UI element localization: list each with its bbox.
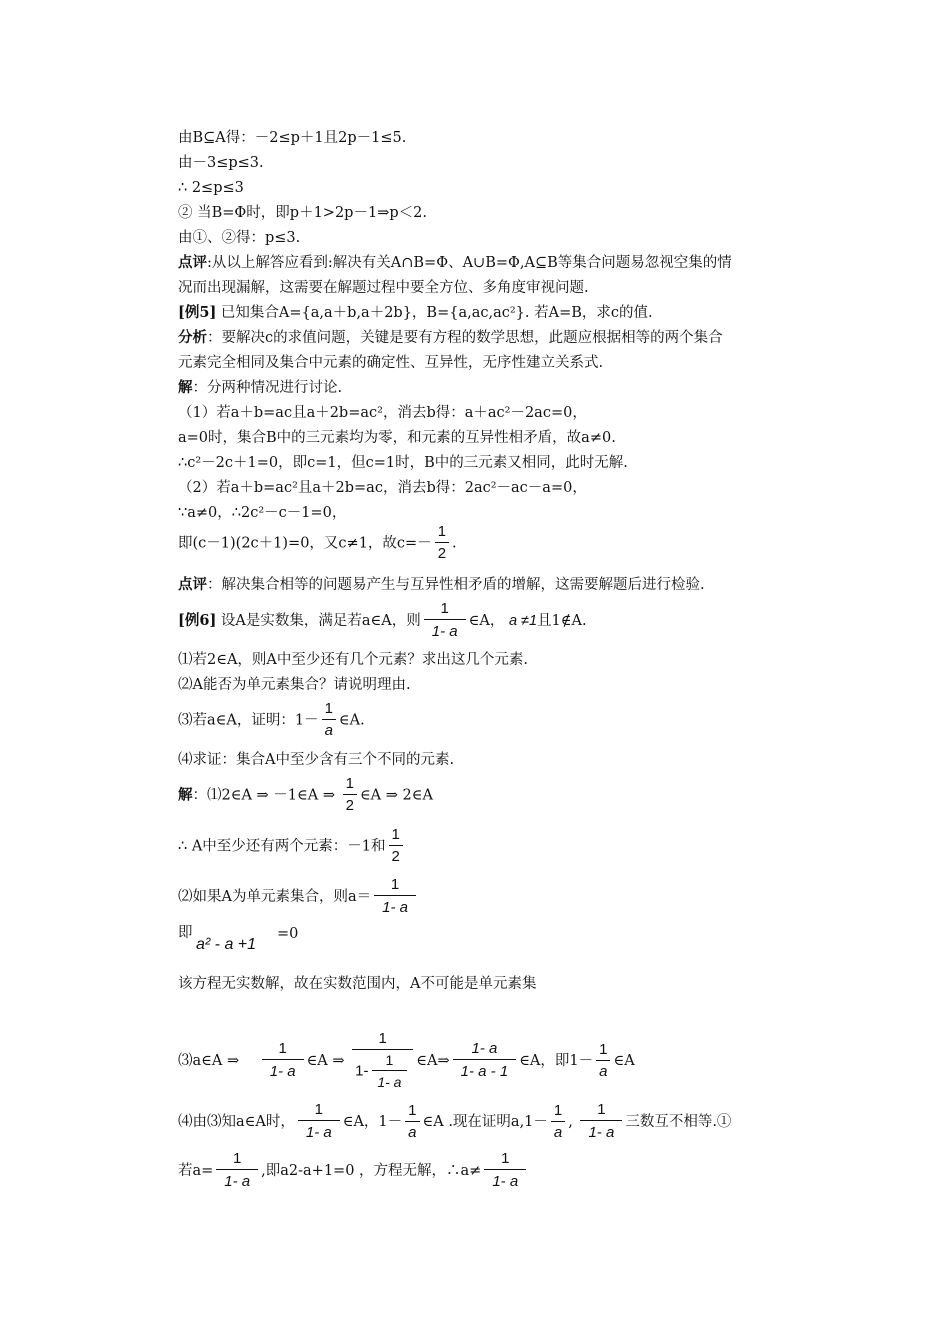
case-2-result: 即(c－1)(2c＋1)=0，又c≠1，故c=－ $\frac{1}{2}$ . bbox=[178, 523, 457, 562]
fraction-one-half: $\frac{1}{2}$ bbox=[435, 523, 449, 564]
fraction-1-over-1-minus-a: $\frac{1}{1- a}$ bbox=[298, 1101, 340, 1143]
fraction-1-over-1-minus-a: $\frac{1}{1- a}$ bbox=[374, 876, 416, 918]
case-2-result-text: 即(c－1)(2c＋1)=0，又c≠1，故c=－ bbox=[178, 535, 432, 552]
solution-intro bbox=[178, 378, 342, 398]
solution-text: ：分两种情况进行讨论. bbox=[192, 380, 343, 396]
solution-1: 解：⑴2∈A ⇒ －1∈A ⇒ $\frac{1}{2}$ ∈A ⇒ 2∈A bbox=[178, 775, 433, 814]
equation-equals-zero: =0 bbox=[277, 926, 299, 942]
analysis-label: 分析 bbox=[178, 329, 207, 346]
fraction-1-over-a: $\frac{1}{a}$ bbox=[405, 1102, 419, 1143]
example-6-text: 设A是实数集，满足若a∈A，则 bbox=[216, 613, 421, 629]
question-1: ⑴若2∈A，则A中至少还有几个元素？求出这几个元素. bbox=[178, 652, 529, 668]
fraction-1-over-1-minus-a: $\frac{1}{1- a}$ bbox=[262, 1040, 304, 1082]
case-1: （1）若a＋b=ac且a＋2b=ac²，消去b得：a＋ac²－2ac=0， bbox=[178, 405, 587, 421]
example-6-label: [例6] bbox=[178, 612, 217, 629]
analysis-cont: 元素完全相同及集合中元素的确定性、互异性，无序性建立关系式. bbox=[178, 355, 604, 371]
comment-1 bbox=[178, 253, 732, 273]
fraction-one-half: $\frac{1}{2}$ bbox=[343, 775, 357, 816]
comment-2 bbox=[178, 575, 705, 595]
analysis bbox=[178, 328, 723, 348]
line-4: ② 当B=Φ时，即p＋1>2p－1⇒p＜2. bbox=[178, 205, 427, 221]
line-2: 由－3≤p≤3. bbox=[178, 155, 264, 171]
solution-4: ⑷由⑶知a∈A时， $\frac{1}{1- a}$ ∈A，1－ $\frac{1}{a}$ ∈A .现在证明a,1－ $\frac{1}{a}$ , $\frac{1}{1- a}$ 三数互不相等.① bbox=[178, 1101, 732, 1141]
solution-4-line-2: 若a= $\frac{1}{1- a}$ ,即a2-a+1=0 ，方程无解，∴a≠ $\frac{1}{1- a}$ bbox=[178, 1150, 529, 1192]
solution-1-result: ∴ A中至少还有两个元素：－1和 $\frac{1}{2}$ bbox=[178, 826, 406, 867]
question-3: ⑶若a∈A，证明：1－ $\frac{1}{a}$ ∈A. bbox=[178, 700, 365, 739]
comment-2-label: 点评 bbox=[178, 576, 207, 593]
comment-2-text: ：解决集合相等的问题易产生与互异性相矛盾的增解，这需要解题后进行检验. bbox=[207, 577, 705, 593]
solution-2-equation: 即 bbox=[178, 925, 193, 941]
condition-a-ne-1: a ≠1 bbox=[508, 613, 538, 629]
comment-1-cont: 况而出现漏解，这需要在解题过程中要全方位、多角度审视问题. bbox=[178, 280, 589, 296]
line-3: ∴ 2≤p≤3 bbox=[178, 180, 244, 196]
fraction-1-minus-a-over-1-minus-a-minus-1: $\frac{1- a}{1- a - 1}$ bbox=[453, 1040, 517, 1082]
fraction-1-over-a: $\frac{1}{a}$ bbox=[596, 1041, 610, 1082]
fraction-1-over-1-minus-a: $\frac{1}{1- a}$ bbox=[580, 1101, 622, 1143]
example-text: 已知集合A={a,a＋b,a＋2b}，B={a,ac,ac²}. 若A=B，求c的值. bbox=[216, 305, 653, 321]
solution-3: ⑶a∈A ⇒ $\frac{1}{1- a}$ ∈A ⇒ 1 1- $\frac{1}{1- a}$ ∈A⇒ $\frac{1- a}{1- a - 1}$ ∈A，即1－ $\frac{1}{a}$ ∈A bbox=[178, 1030, 635, 1090]
comment-text: :从以上解答应看到:解决有关A∩B=Φ、A∪B=Φ,A⊆B等集合问题易忽视空集的情 bbox=[207, 255, 732, 271]
equation-a2-a-1: a² - a +1 bbox=[196, 936, 257, 953]
line-1: 由B⊆A得：－2≤p＋1且2p－1≤5. bbox=[178, 130, 407, 146]
case-1-line-3: ∴c²－2c＋1=0，即c=1，但c=1时，B中的三元素又相同，此时无解. bbox=[178, 455, 628, 471]
case-2: （2）若a＋b=ac²且a＋2b=ac，消去b得：2ac²－ac－a=0， bbox=[178, 480, 587, 496]
fraction-1-over-1-minus-a: $\frac{1}{1- a}$ bbox=[424, 600, 466, 642]
solution-label: 解 bbox=[178, 379, 193, 396]
fraction-1-over-a: $\frac{1}{a}$ bbox=[322, 700, 336, 741]
fraction-one-half: $\frac{1}{2}$ bbox=[389, 826, 403, 867]
example-6: [例6] 设A是实数集，满足若a∈A，则 $\frac{1}{1- a}$ ∈A， a ≠1且1∉A. bbox=[178, 600, 587, 640]
fraction-nested: 1 1- $\frac{1}{1- a}$ bbox=[352, 1030, 413, 1092]
line-5: 由①、②得：p≤3. bbox=[178, 230, 301, 246]
example-5 bbox=[178, 303, 653, 323]
analysis-text: ：要解决c的求值问题，关键是要有方程的数学思想，此题应根据相等的两个集合 bbox=[207, 330, 723, 346]
fraction-1-over-1-minus-a: $\frac{1}{1- a}$ bbox=[484, 1150, 526, 1192]
case-2-line-2: ∵a≠0，∴2c²－c－1=0， bbox=[178, 505, 347, 521]
comment-label: 点评 bbox=[178, 254, 207, 271]
solution-2: ⑵如果A为单元素集合，则a＝ $\frac{1}{1- a}$ bbox=[178, 876, 419, 918]
fraction-1-over-1-minus-a: $\frac{1}{1- a}$ bbox=[216, 1150, 258, 1192]
fraction-1-over-a: $\frac{1}{a}$ bbox=[551, 1102, 565, 1143]
solution-2-conclusion: 该方程无实数解，故在实数范围内，A不可能是单元素集 bbox=[178, 976, 537, 992]
question-2: ⑵A能否为单元素集合？请说明理由. bbox=[178, 677, 411, 693]
question-4: ⑷求证：集合A中至少含有三个不同的元素. bbox=[178, 752, 455, 768]
example-label: [例5] bbox=[178, 304, 217, 321]
case-1-line-2: a=0时，集合B中的三元素均为零，和元素的互异性相矛盾，故a≠0. bbox=[178, 430, 616, 446]
